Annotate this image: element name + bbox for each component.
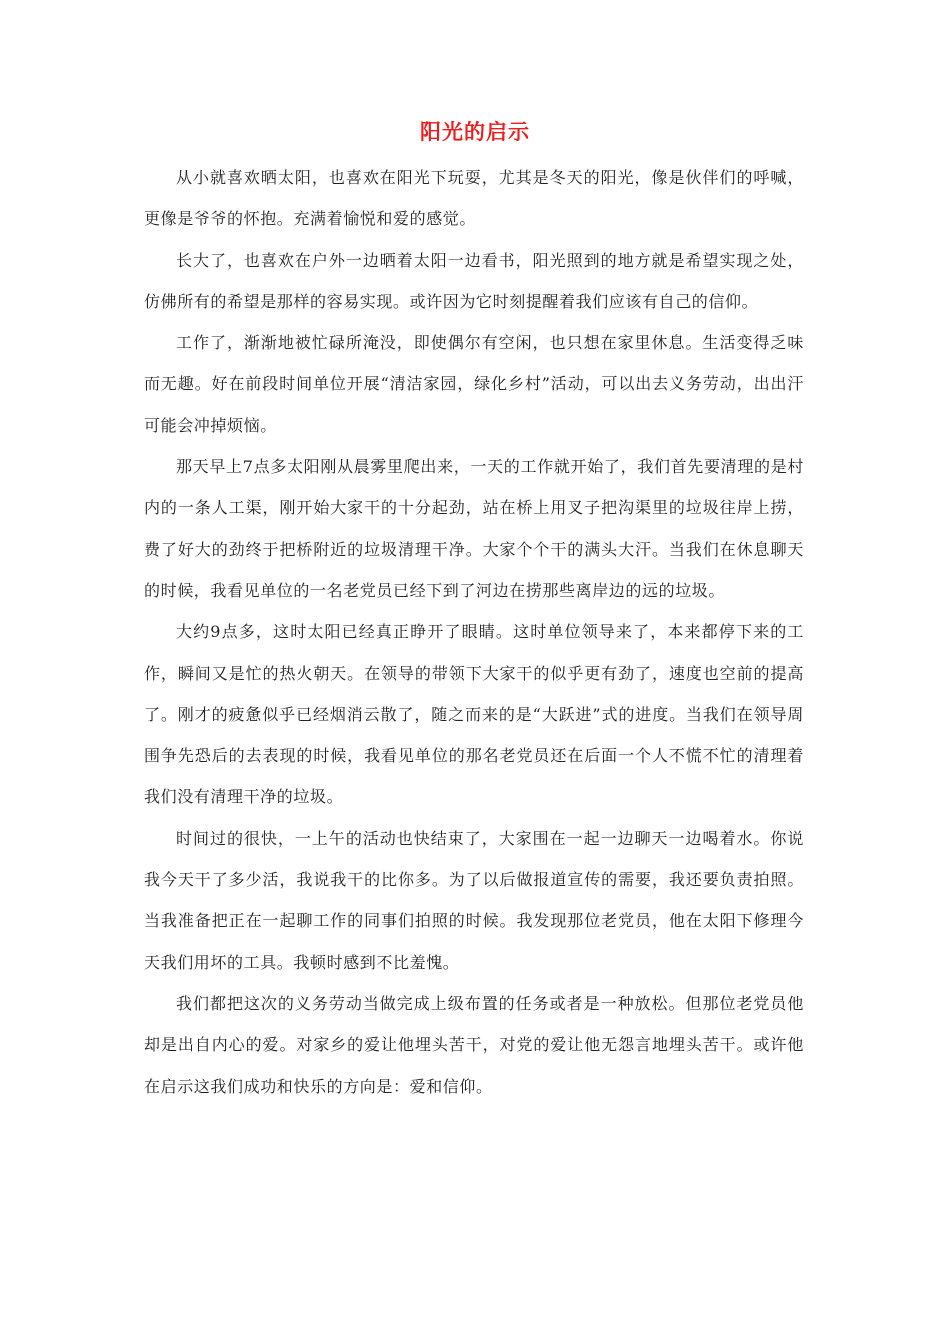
- paragraph: 我们都把这次的义务劳动当做完成上级布置的任务或者是一种放松。但那位老党员他却是出自内心的爱。对家乡的爱让他埋头苦干，对党的爱让他无怨言地埋头苦干。或许他在启示这我们成功和快乐的方向是：爱和信仰。: [144, 993, 804, 1096]
- paragraph: 工作了，渐渐地被忙碌所淹没，即使偶尔有空闲，也只想在家里休息。生活变得乏味而无趣。好在前段时间单位开展“清洁家园，绿化乡村”活动，可以出去义务劳动，出出汗可能会冲掉烦恼。: [144, 333, 804, 435]
- paragraph: 大约9点多，这时太阳已经真正睁开了眼睛。这时单位领导来了，本来都停下来的工作，瞬间又是忙的热火朝天。在领导的带领下大家干的似乎更有劲了，速度也空前的提高了。刚才的疲惫似乎已经烟消云散了，随之而来的是“大跃进”式的进度。当我们在领导周围争先恐后的去表现的时候，我看见单位的那名老党员还在后面一个人不慌不忙的清理着我们没有清理干净的垃圾。: [144, 622, 804, 807]
- paragraph: 从小就喜欢晒太阳，也喜欢在阳光下玩耍，尤其是冬天的阳光，像是伙伴们的呼喊，更像是爷爷的怀抱。充满着愉悦和爱的感觉。: [144, 168, 804, 229]
- paragraph: 长大了，也喜欢在户外一边晒着太阳一边看书，阳光照到的地方就是希望实现之处，仿佛所有的希望是那样的容易实现。或许因为它时刻提醒着我们应该有自己的信仰。: [144, 250, 804, 311]
- document-title: 阳光的启示: [420, 120, 530, 144]
- document-body: [144, 157, 804, 1107]
- paragraph: 时间过的很快，一上午的活动也快结束了，大家围在一起一边聊天一边喝着水。你说我今天干了多少活，我说我干的比你多。为了以后做报道宣传的需要，我还要负责拍照。当我准备把正在一起聊工作的同事们拍照的时候。我发现那位老党员，他在太阳下修理今天我们用坏的工具。我顿时感到不比羞愧。: [144, 828, 804, 972]
- paragraph: 那天早上7点多太阳刚从晨雾里爬出来，一天的工作就开始了，我们首先要清理的是村内的一条人工渠，刚开始大家干的十分起劲，站在桥上用叉子把沟渠里的垃圾往岸上捞，费了好大的劲终于把桥附近的垃圾清理干净。大家个个干的满头大汗。当我们在休息聊天的时候，我看见单位的一名老党员已经下到了河边在捞那些离岸边的远的垃圾。: [144, 457, 804, 600]
